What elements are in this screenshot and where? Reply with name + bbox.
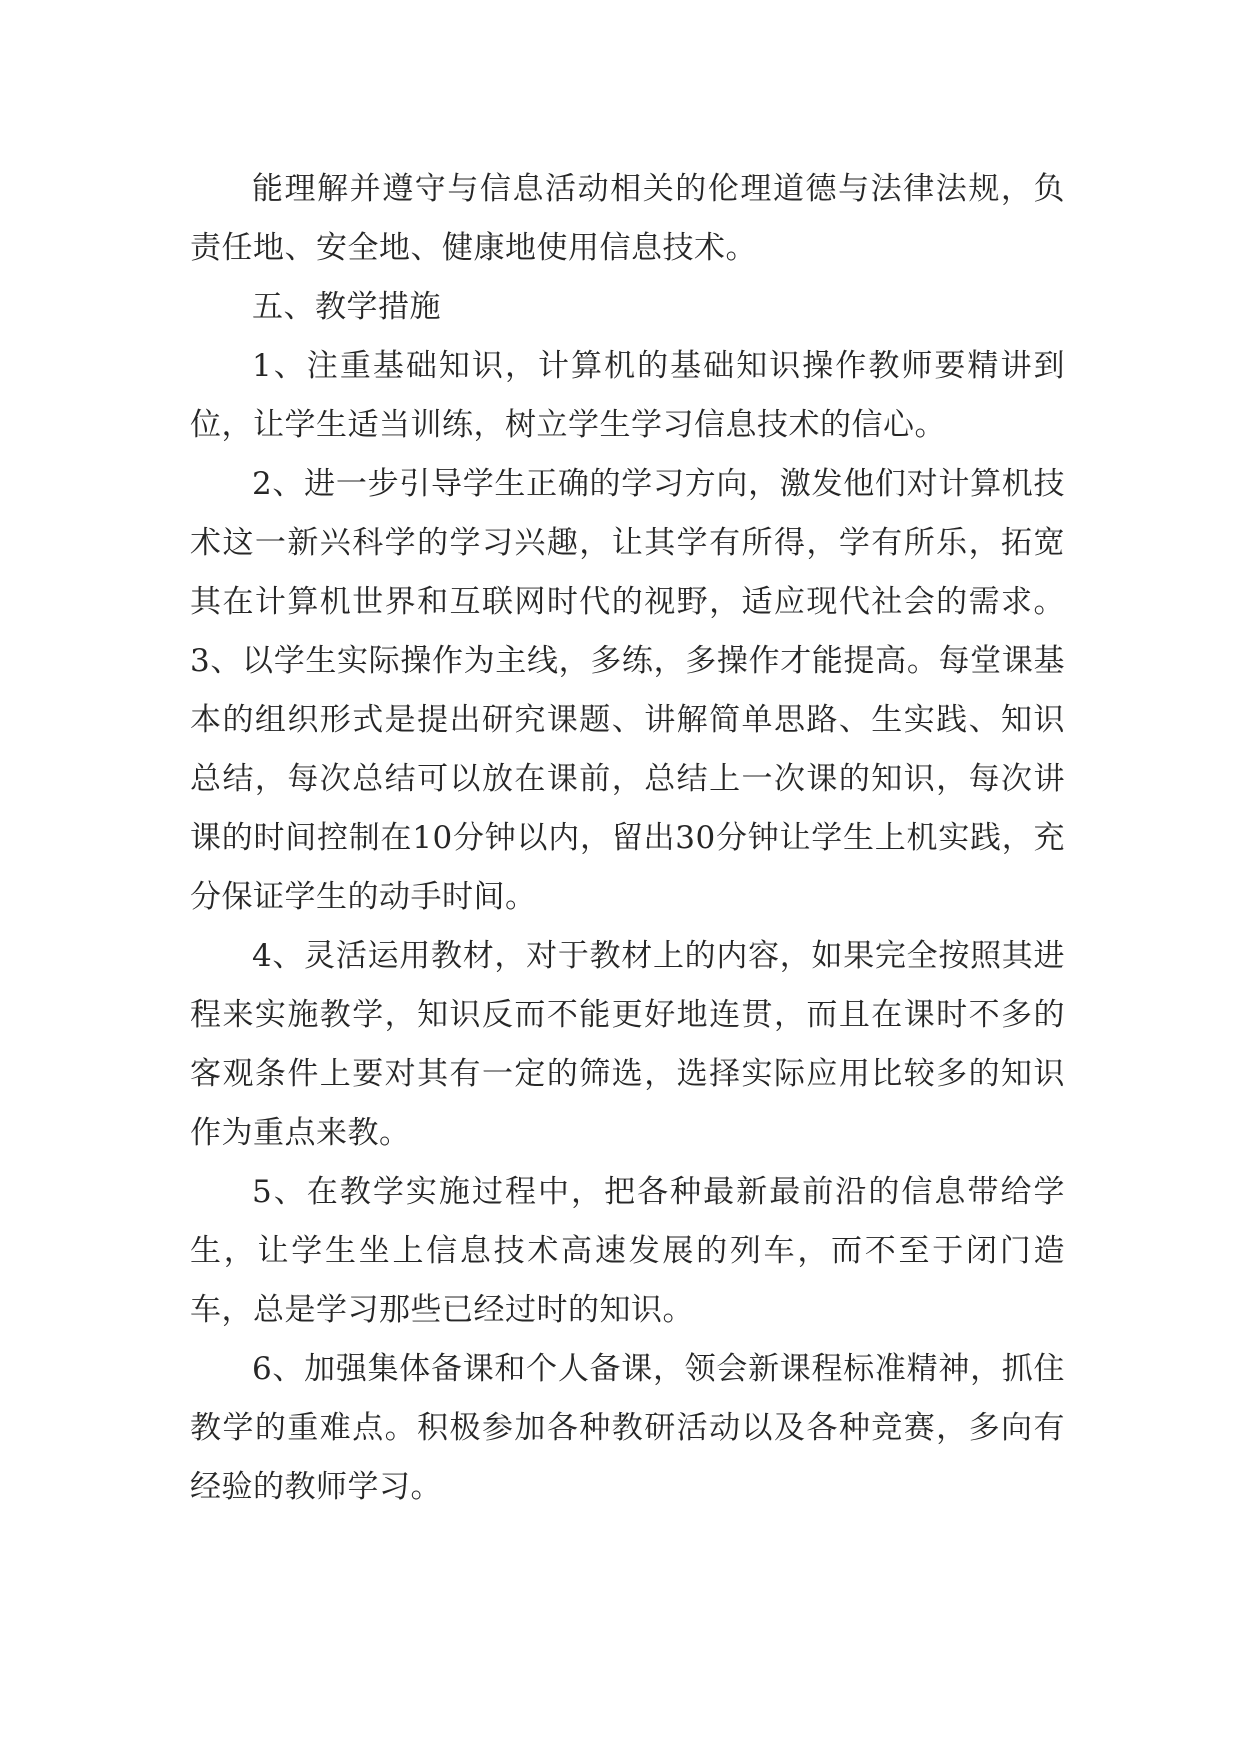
document-body: [190, 160, 1065, 1517]
paragraph-measure-2-3: 2、进一步引导学生正确的学习方向，激发他们对计算机技术这一新兴科学的学习兴趣，让其学有所得，学有所乐，拓宽其在计算机世界和互联网时代的视野，适应现代社会的需求。 3、以学生实际操作为主线，多练，多操作才能提高。每堂课基本的组织形式是提出研究课题、讲解简单思路、生实践、知识总结，每次总结可以放在课前，总结上一次课的知识，每次讲课的时间控制在10分钟以内，留出30分钟让学生上机实践，充分保证学生的动手时间。: [190, 466, 1065, 915]
paragraph-ethics: 能理解并遵守与信息活动相关的伦理道德与法律法规，负责任地、安全地、健康地使用信息技术。: [190, 171, 1065, 266]
paragraph-measure-1: 1、注重基础知识，计算机的基础知识操作教师要精讲到位，让学生适当训练，树立学生学习信息技术的信心。: [190, 348, 1065, 443]
paragraph-measure-5: 5、在教学实施过程中，把各种最新最前沿的信息带给学生，让学生坐上信息技术高速发展的列车，而不至于闭门造车，总是学习那些已经过时的知识。: [190, 1174, 1065, 1328]
section-heading-teaching-measures: 五、教学措施: [252, 289, 441, 325]
paragraph-measure-4: 4、灵活运用教材，对于教材上的内容，如果完全按照其进程来实施教学，知识反而不能更好地连贯，而且在课时不多的客观条件上要对其有一定的筛选，选择实际应用比较多的知识作为重点来教。: [190, 938, 1065, 1151]
paragraph-measure-6: 6、加强集体备课和个人备课，领会新课程标准精神，抓住教学的重难点。积极参加各种教研活动以及各种竞赛，多向有经验的教师学习。: [190, 1351, 1065, 1505]
